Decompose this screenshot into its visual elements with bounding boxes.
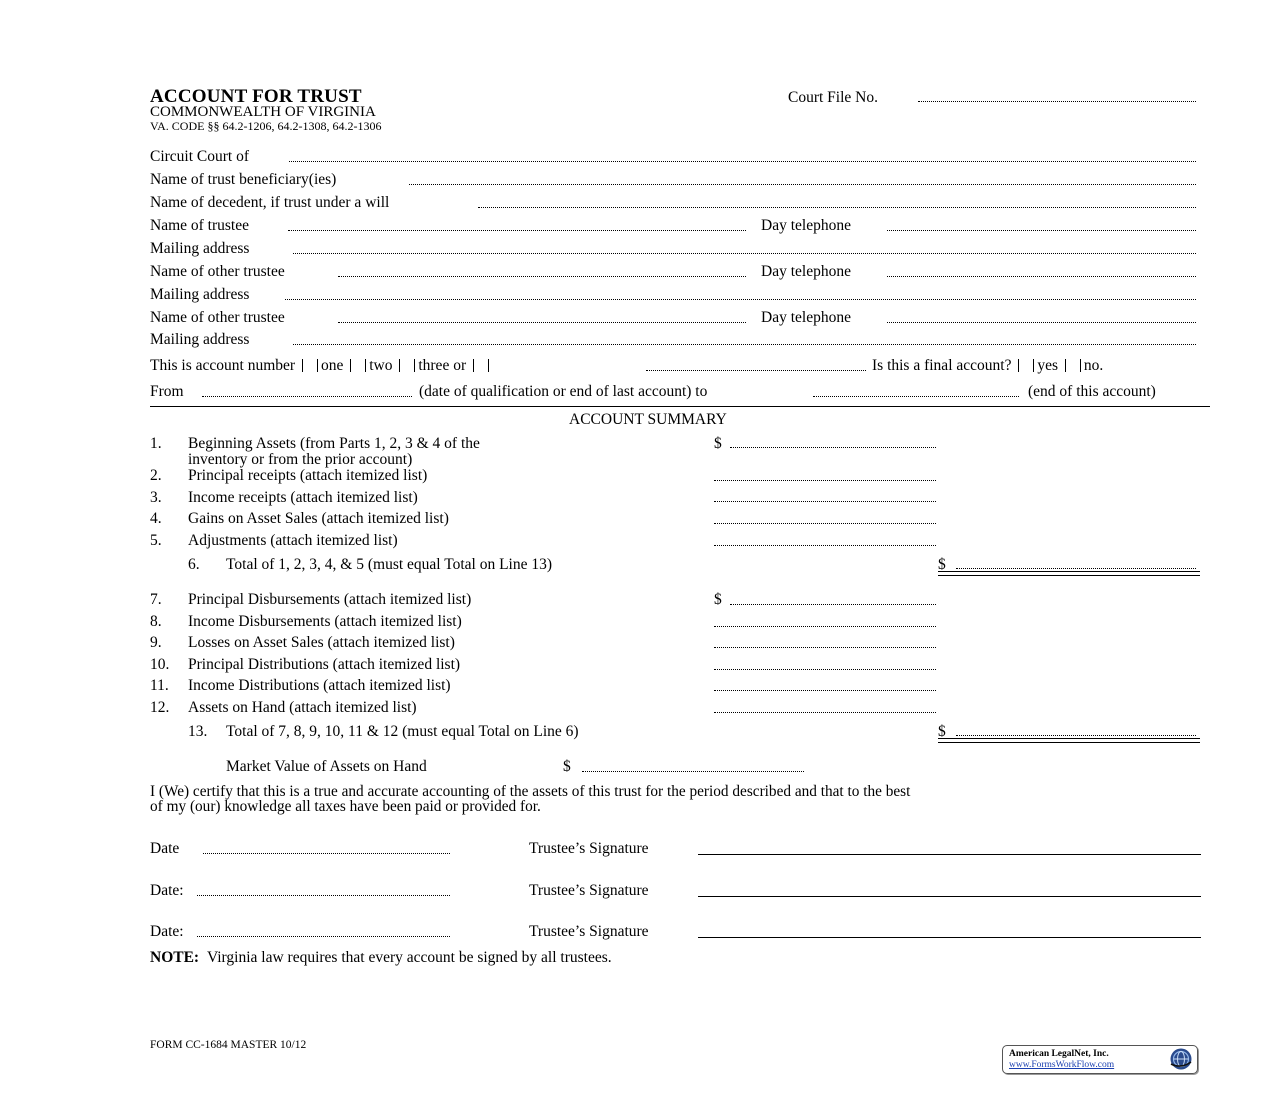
decedent-label: Name of decedent, if trust under a will xyxy=(150,194,390,211)
final-account-row xyxy=(872,357,1103,375)
dollar-sign: $ xyxy=(563,758,571,775)
trustee-label: Name of trustee xyxy=(150,217,249,234)
line-4-amount[interactable] xyxy=(714,523,936,524)
option-three-label: three xyxy=(418,357,450,374)
line-12-amount[interactable] xyxy=(714,712,936,713)
other-trustee-input-1[interactable] xyxy=(338,276,746,277)
summary-item-text: Assets on Hand (attach itemized list) xyxy=(188,699,417,716)
globe-logo-icon xyxy=(1168,1047,1194,1071)
statute-code: VA. CODE §§ 64.2-1206, 64.2-1308, 64.2-1306 xyxy=(150,119,382,133)
checkbox-two[interactable] xyxy=(350,359,366,372)
beneficiaries-label: Name of trust beneficiary(ies) xyxy=(150,171,337,188)
account-number-label: This is account number xyxy=(150,357,296,374)
yes-label: yes xyxy=(1037,357,1058,374)
trustee-signature-line-2[interactable] xyxy=(698,896,1201,897)
period-end-label: (end of this account) xyxy=(1028,383,1156,400)
dollar-sign: $ xyxy=(714,591,722,608)
note-text: Virginia law requires that every account be signed by all trustees. xyxy=(206,949,612,966)
trustee-signature-line-1[interactable] xyxy=(698,854,1201,855)
option-one-label: one xyxy=(320,357,344,374)
day-telephone-input-2[interactable] xyxy=(887,276,1196,277)
account-number-other-input[interactable] xyxy=(646,370,866,371)
double-underline xyxy=(938,571,1200,576)
line-1-amount[interactable] xyxy=(730,447,936,448)
double-underline xyxy=(938,738,1200,743)
dollar-sign: $ xyxy=(938,723,946,740)
other-trustee-label-1: Name of other trustee xyxy=(150,263,285,280)
summary-item-text-cont: inventory or from the prior account) xyxy=(188,451,413,468)
date-label-1: Date xyxy=(150,840,180,857)
checkbox-one[interactable] xyxy=(302,359,318,372)
form-id: FORM CC-1684 MASTER 10/12 xyxy=(150,1039,307,1051)
certification-line-2: of my (our) knowledge all taxes have been paid or provided for. xyxy=(150,798,541,815)
mailing-address-input-1[interactable] xyxy=(293,253,1196,254)
form-subtitle: COMMONWEALTH OF VIRGINIA xyxy=(150,104,376,120)
mailing-address-label-3: Mailing address xyxy=(150,331,250,348)
summary-item-text: Beginning Assets (from Parts 1, 2, 3 & 4 of the xyxy=(188,435,480,452)
day-telephone-label-3: Day telephone xyxy=(761,309,851,326)
line-5-amount[interactable] xyxy=(714,545,936,546)
day-telephone-label-1: Day telephone xyxy=(761,217,851,234)
line-10-amount[interactable] xyxy=(714,669,936,670)
checkbox-yes[interactable] xyxy=(1018,359,1034,372)
trustee-signature-label-2: Trustee’s Signature xyxy=(529,882,649,899)
checkbox-other[interactable] xyxy=(473,359,489,372)
date-input-2[interactable] xyxy=(197,895,450,896)
summary-item-num: 11. xyxy=(150,677,169,694)
summary-item-text: Gains on Asset Sales (attach itemized list) xyxy=(188,510,449,527)
summary-item-text: Principal receipts (attach itemized list) xyxy=(188,467,428,484)
summary-item-num: 1. xyxy=(150,435,162,452)
mailing-address-label-2: Mailing address xyxy=(150,286,250,303)
decedent-input[interactable] xyxy=(478,207,1196,208)
summary-item-text: Income Distributions (attach itemized list) xyxy=(188,677,451,694)
summary-item-num: 10. xyxy=(150,656,170,673)
summary-item-num: 12. xyxy=(150,699,170,716)
certification-line-1: I (We) certify that this is a true and accurate accounting of the assets of this trust for the period described and that to the best xyxy=(150,783,911,800)
period-from-label: From xyxy=(150,383,184,400)
mailing-address-label-1: Mailing address xyxy=(150,240,250,257)
total-13-num: 13. xyxy=(188,723,208,740)
mailing-address-input-2[interactable] xyxy=(285,299,1196,300)
trustee-signature-label-1: Trustee’s Signature xyxy=(529,840,649,857)
line-9-amount[interactable] xyxy=(714,647,936,648)
section-divider xyxy=(150,406,1210,407)
summary-item-num: 2. xyxy=(150,467,162,484)
summary-item-num: 5. xyxy=(150,532,162,549)
circuit-court-input[interactable] xyxy=(289,161,1196,162)
day-telephone-input-1[interactable] xyxy=(887,230,1196,231)
total-6-text: Total of 1, 2, 3, 4, & 5 (must equal Total on Line 13) xyxy=(226,556,553,573)
summary-item-text: Principal Disbursements (attach itemized list) xyxy=(188,591,472,608)
court-file-label: Court File No. xyxy=(788,89,878,106)
note xyxy=(150,949,612,967)
market-value-input[interactable] xyxy=(582,771,804,772)
period-to-input[interactable] xyxy=(813,396,1019,397)
dollar-sign: $ xyxy=(714,435,722,452)
summary-heading: ACCOUNT SUMMARY xyxy=(569,411,727,428)
line-8-amount[interactable] xyxy=(714,626,936,627)
trustee-signature-line-3[interactable] xyxy=(698,937,1201,938)
summary-item-num: 9. xyxy=(150,634,162,651)
summary-item-text: Adjustments (attach itemized list) xyxy=(188,532,398,549)
line-13-total[interactable] xyxy=(956,735,1196,736)
dollar-sign: $ xyxy=(938,556,946,573)
company-url[interactable]: www.FormsWorkFlow.com xyxy=(1009,1060,1115,1070)
trustee-signature-label-3: Trustee’s Signature xyxy=(529,923,649,940)
period-from-input[interactable] xyxy=(202,396,412,397)
date-input-3[interactable] xyxy=(197,936,450,937)
total-13-text: Total of 7, 8, 9, 10, 11 & 12 (must equal Total on Line 6) xyxy=(226,723,579,740)
date-label-3: Date: xyxy=(150,923,184,940)
mailing-address-input-3[interactable] xyxy=(293,344,1196,345)
summary-item-text: Income Disbursements (attach itemized list) xyxy=(188,613,462,630)
period-middle-label: (date of qualification or end of last account) to xyxy=(419,383,708,400)
company-name: American LegalNet, Inc. xyxy=(1009,1049,1109,1059)
checkbox-no[interactable] xyxy=(1065,359,1081,372)
day-telephone-input-3[interactable] xyxy=(887,322,1196,323)
line-2-amount[interactable] xyxy=(714,480,936,481)
other-trustee-input-2[interactable] xyxy=(338,322,746,323)
line-3-amount[interactable] xyxy=(714,501,936,502)
option-two-label: two xyxy=(369,357,393,374)
summary-item-text: Losses on Asset Sales (attach itemized list) xyxy=(188,634,455,651)
beneficiaries-input[interactable] xyxy=(409,184,1196,185)
summary-item-text: Income receipts (attach itemized list) xyxy=(188,489,418,506)
trustee-input[interactable] xyxy=(288,230,746,231)
total-6-num: 6. xyxy=(188,556,200,573)
date-label-2: Date: xyxy=(150,882,184,899)
other-trustee-label-2: Name of other trustee xyxy=(150,309,285,326)
summary-item-num: 7. xyxy=(150,591,162,608)
court-file-input[interactable] xyxy=(918,101,1196,102)
no-label: no. xyxy=(1083,357,1104,374)
checkbox-three[interactable] xyxy=(399,359,415,372)
final-account-question: Is this a final account? xyxy=(872,357,1012,374)
market-value-label: Market Value of Assets on Hand xyxy=(226,758,427,775)
option-or-label: or xyxy=(453,357,467,374)
circuit-court-label: Circuit Court of xyxy=(150,148,250,165)
summary-item-num: 8. xyxy=(150,613,162,630)
summary-item-num: 4. xyxy=(150,510,162,527)
note-label: NOTE: xyxy=(150,949,200,966)
line-7-amount[interactable] xyxy=(730,604,936,605)
line-6-total[interactable] xyxy=(956,568,1196,569)
day-telephone-label-2: Day telephone xyxy=(761,263,851,280)
legalnet-badge[interactable] xyxy=(1002,1045,1198,1074)
summary-item-text: Principal Distributions (attach itemized list) xyxy=(188,656,461,673)
account-number-row xyxy=(150,357,492,375)
form-title: ACCOUNT FOR TRUST xyxy=(150,86,362,107)
date-input-1[interactable] xyxy=(203,853,450,854)
line-11-amount[interactable] xyxy=(714,690,936,691)
summary-item-num: 3. xyxy=(150,489,162,506)
